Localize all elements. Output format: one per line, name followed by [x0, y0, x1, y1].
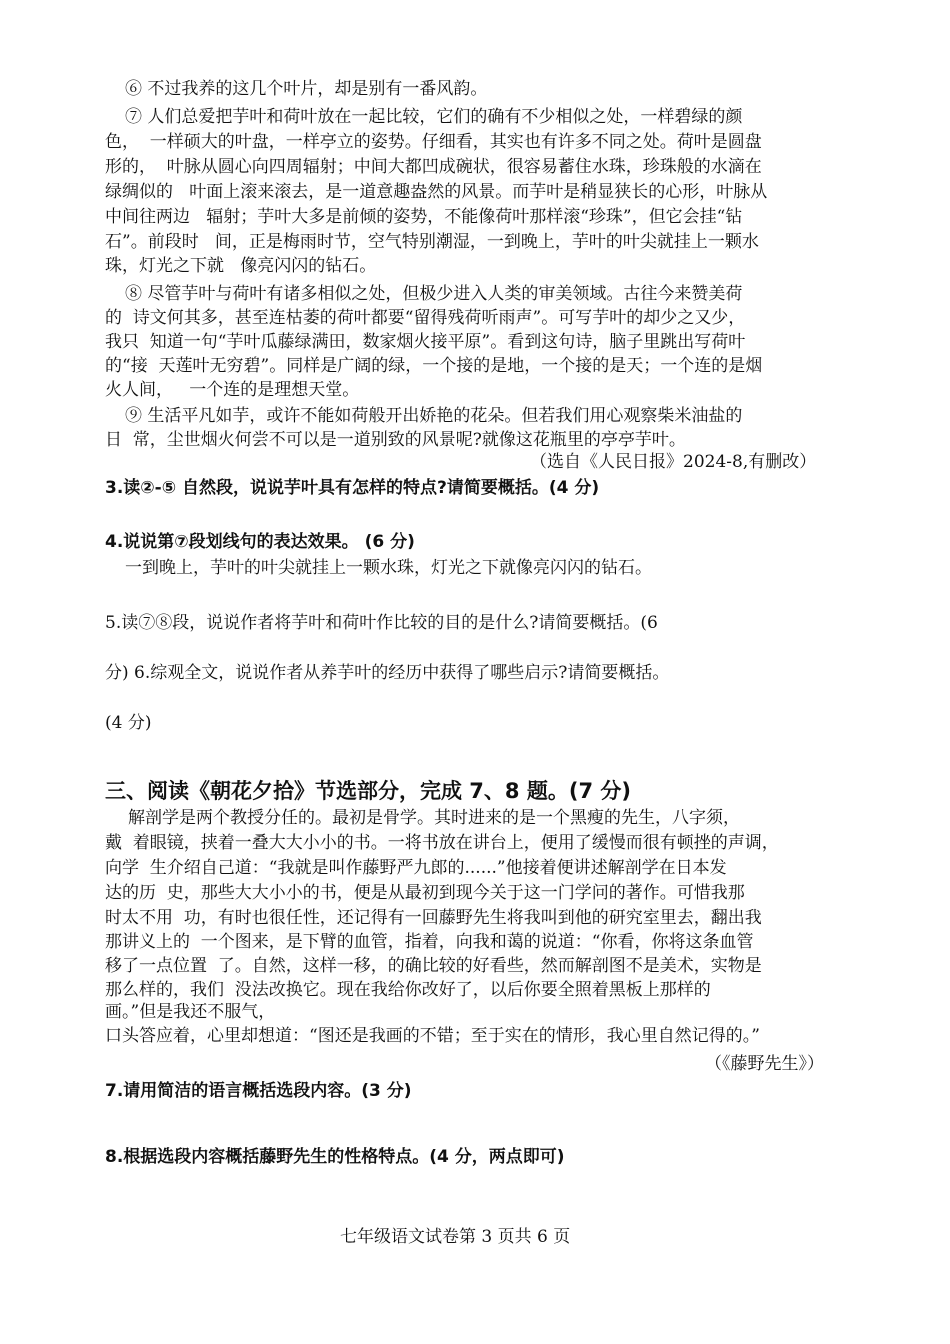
question-4: 4.说说第⑦段划线句的表达效果。 (6 分): [105, 532, 415, 552]
section-3-line-3: 向学 生介绍自己道：“我就是叫作藤野严九郎的......”他接着便讲述解剖学在日本发: [105, 858, 727, 878]
section-3-line-9: 画。”但是我还不服气，: [105, 1002, 276, 1022]
para-8-line-2: 的 诗文何其多，甚至连枯萎的荷叶都要“留得残荷听雨声”。可写芋叶的却少之又少，: [105, 308, 746, 328]
para-7-line-2: 色， 一样硕大的叶盘，一样亭立的姿势。仔细看，其实也有许多不同之处。荷叶是圆盘: [105, 132, 762, 152]
page-footer: 七年级语文试卷第 3 页共 6 页: [340, 1227, 571, 1247]
para-7-line-5: 中间往两边 辐射；芋叶大多是前倾的姿势，不能像荷叶那样滚“珍珠”，但它会挂“钻: [105, 207, 743, 227]
para-7-line-7: 珠，灯光之下就 像亮闪闪的钻石。: [105, 256, 377, 276]
question-7: 7.请用简洁的语言概括选段内容。(3 分): [105, 1081, 412, 1101]
para-7-line-4: 绿绸似的 叶面上滚来滚去，是一道意趣盎然的风景。而芋叶是稍显狭长的心形，叶脉从: [105, 182, 768, 202]
para-7-line-1: ⑦ 人们总爱把芋叶和荷叶放在一起比较，它们的确有不少相似之处，一样碧绿的颜: [125, 107, 743, 127]
section-3-line-2: 戴 着眼镜，挟着一叠大大小小的书。一将书放在讲台上，便用了缓慢而很有顿挫的声调，: [105, 833, 779, 853]
question-6-points: (4 分): [105, 713, 152, 733]
section-3-heading: 三、阅读《朝花夕拾》节选部分，完成 7、8 题。(7 分): [105, 779, 631, 803]
section-3-line-5: 时太不用 功，有时也很任性，还记得有一回藤野先生将我叫到他的研究室里去，翻出我: [105, 908, 762, 928]
para-8-line-5: 火人间， 一个连的是理想天堂。: [105, 380, 360, 400]
question-4-quote: 一到晚上，芋叶的叶尖就挂上一颗水珠，灯光之下就像亮闪闪的钻石。: [125, 558, 652, 578]
section-3-line-10: 口头答应着，心里却想道：“图还是我画的不错；至于实在的情形，我心里自然记得的。”: [105, 1026, 760, 1046]
section-3-line-8: 那么样的，我们 没法改换它。现在我给你改好了，以后你要全照着黑板上那样的: [105, 980, 711, 1000]
para-9-line-2: 日 常，尘世烟火何尝不可以是一道别致的风景呢?就像这花瓶里的亭亭芋叶。: [105, 430, 686, 450]
question-8: 8.根据选段内容概括藤野先生的性格特点。(4 分，两点即可): [105, 1147, 565, 1167]
question-3: 3.读②-⑤ 自然段，说说芋叶具有怎样的特点?请简要概括。(4 分): [105, 478, 600, 498]
para-8-line-1: ⑧ 尽管芋叶与荷叶有诸多相似之处，但极少进入人类的审美领域。古往今来赞美荷: [125, 284, 743, 304]
section-3-line-1: 解剖学是两个教授分任的。最初是骨学。其时进来的是一个黑瘦的先生，八字须，: [128, 808, 740, 828]
section-3-line-7: 移了一点位置 了。自然，这样一移，的确比较的好看些，然而解剖图不是美术，实物是: [105, 956, 762, 976]
para-8-line-3: 我只 知道一句“芋叶瓜藤绿满田，数家烟火接平原”。看到这句诗，脑子里跳出写荷叶: [105, 332, 746, 352]
question-6: 分) 6.综观全文，说说作者从养芋叶的经历中获得了哪些启示?请简要概括。: [105, 663, 670, 683]
para-9-line-1: ⑨ 生活平凡如芋，或许不能如荷般开出娇艳的花朵。但若我们用心观察柴米油盐的: [125, 406, 743, 426]
section-3-line-4: 达的历 史，那些大大小小的书，便是从最初到现今关于这一门学问的著作。可惜我那: [105, 883, 745, 903]
para-6-line-1: ⑥ 不过我养的这几个叶片，却是别有一番风韵。: [125, 79, 488, 99]
section-3-line-6: 那讲义上的 一个图来，是下臂的血管，指着，向我和蔼的说道：“你看，你将这条血管: [105, 932, 754, 952]
question-5: 5.读⑦⑧段，说说作者将芋叶和荷叶作比较的目的是什么?请简要概括。(6: [105, 613, 658, 633]
passage-source: （选自《人民日报》2024-8,有删改）: [530, 452, 817, 472]
para-7-line-6: 石”。前段时 间，正是梅雨时节，空气特别潮湿，一到晚上，芋叶的叶尖就挂上一颗水: [105, 232, 759, 252]
para-7-line-3: 形的， 叶脉从圆心向四周辐射；中间大都凹成碗状，很容易蓄住水珠，珍珠般的水滴在: [105, 157, 762, 177]
section-3-source: （《藤野先生》）: [705, 1054, 824, 1074]
para-8-line-4: 的“接 天莲叶无穷碧”。同样是广阔的绿，一个接的是地，一个接的是天；一个连的是烟: [105, 356, 763, 376]
